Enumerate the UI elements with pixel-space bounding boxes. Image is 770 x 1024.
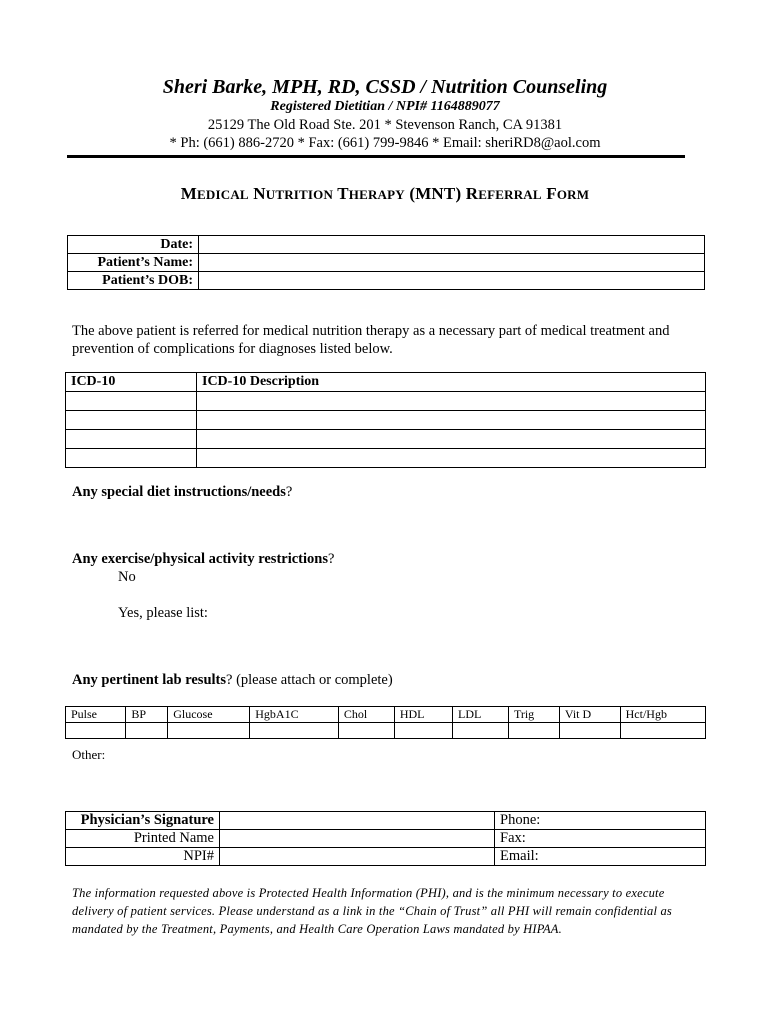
lab-value-chol[interactable] xyxy=(338,723,394,739)
lab-header-pulse: Pulse xyxy=(66,707,126,723)
icd-description-field[interactable] xyxy=(197,411,706,430)
icd-description-field[interactable] xyxy=(197,392,706,411)
patient-dob-label: Patient’s DOB: xyxy=(68,272,199,290)
icd-code-field[interactable] xyxy=(66,392,197,411)
lab-header-hgba1c: HgbA1C xyxy=(250,707,339,723)
header-divider xyxy=(67,155,685,158)
icd-row xyxy=(66,411,706,430)
email-label[interactable]: Email: xyxy=(495,848,706,866)
physician-table xyxy=(65,811,706,866)
icd-code-header: ICD-10 xyxy=(66,373,197,392)
lab-value-vitd[interactable] xyxy=(559,723,620,739)
phi-disclaimer: The information requested above is Protected Health Information (PHI), and is the minimum necessary to execute delivery of patient services. Please understand as a link in the “Chain of Trust” all PHI will remain confidential as mandated by the Treatment, Payments, and Health Care Operation Laws mandated by HIPAA. xyxy=(72,886,672,936)
printed-name-field[interactable] xyxy=(220,830,495,848)
icd-row xyxy=(66,449,706,468)
patient-name-field[interactable] xyxy=(199,254,705,272)
lab-header-chol: Chol xyxy=(338,707,394,723)
icd-code-field[interactable] xyxy=(66,449,197,468)
exercise-option-no[interactable]: No xyxy=(118,569,136,585)
date-label: Date: xyxy=(68,236,199,254)
address-line: 25129 The Old Road Ste. 201 * Stevenson Ranch, CA 91381 xyxy=(207,117,563,133)
phone-label[interactable]: Phone: xyxy=(495,812,706,830)
practitioner-name: Sheri Barke, MPH, RD, CSSD / Nutrition Counseling xyxy=(162,76,608,98)
contact-line: * Ph: (661) 886-2720 * Fax: (661) 799-9846 * Email: sheriRD8@aol.com xyxy=(169,135,601,151)
patient-dob-field[interactable] xyxy=(199,272,705,290)
other-label: Other: xyxy=(72,747,106,762)
lab-header-vitd: Vit D xyxy=(559,707,620,723)
referral-statement: The above patient is referred for medical nutrition therapy as a necessary part of medical treatment and prevention of complications for diagnoses listed below. xyxy=(72,323,670,357)
registration-line: Registered Dietitian / NPI# 1164889077 xyxy=(270,99,500,114)
printed-name-label: Printed Name xyxy=(66,830,220,848)
npi-field[interactable] xyxy=(220,848,495,866)
exercise-question: Any exercise/physical activity restrictions? xyxy=(72,551,335,567)
icd-description-field[interactable] xyxy=(197,430,706,449)
date-field[interactable] xyxy=(199,236,705,254)
lab-value-hgba1c[interactable] xyxy=(250,723,339,739)
form-title: MEDICAL NUTRITION THERAPY (MNT) REFERRAL FORM xyxy=(180,184,590,203)
lab-value-hct-hgb[interactable] xyxy=(620,723,705,739)
lab-header-trig: Trig xyxy=(508,707,559,723)
patient-name-label: Patient’s Name: xyxy=(68,254,199,272)
physician-signature-label: Physician’s Signature xyxy=(66,812,220,830)
icd-code-field[interactable] xyxy=(66,430,197,449)
patient-info-table xyxy=(67,235,705,290)
lab-results-table xyxy=(65,706,706,739)
icd-description-field[interactable] xyxy=(197,449,706,468)
lab-header-bp: BP xyxy=(126,707,168,723)
lab-value-hdl[interactable] xyxy=(394,723,452,739)
lab-value-trig[interactable] xyxy=(508,723,559,739)
icd-table xyxy=(65,372,706,468)
icd-row xyxy=(66,430,706,449)
npi-label: NPI# xyxy=(66,848,220,866)
lab-header-hdl: HDL xyxy=(394,707,452,723)
icd-code-field[interactable] xyxy=(66,411,197,430)
diet-question: Any special diet instructions/needs? xyxy=(72,484,293,500)
lab-value-pulse[interactable] xyxy=(66,723,126,739)
lab-value-bp[interactable] xyxy=(126,723,168,739)
icd-row xyxy=(66,392,706,411)
icd-description-header: ICD-10 Description xyxy=(197,373,706,392)
exercise-option-yes[interactable]: Yes, please list: xyxy=(118,605,208,621)
lab-value-ldl[interactable] xyxy=(452,723,508,739)
lab-value-glucose[interactable] xyxy=(168,723,250,739)
physician-signature-field[interactable] xyxy=(220,812,495,830)
lab-header-glucose: Glucose xyxy=(168,707,250,723)
lab-header-hct-hgb: Hct/Hgb xyxy=(620,707,705,723)
lab-header-ldl: LDL xyxy=(452,707,508,723)
labs-question: Any pertinent lab results? (please attach or complete) xyxy=(72,672,393,688)
fax-label[interactable]: Fax: xyxy=(495,830,706,848)
